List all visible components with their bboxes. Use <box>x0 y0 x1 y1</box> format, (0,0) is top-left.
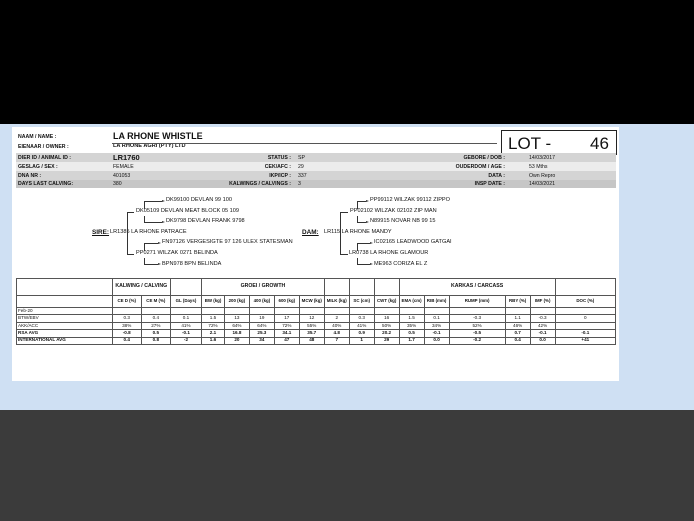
table-row <box>17 330 616 337</box>
table-cell: 50% <box>374 322 399 329</box>
calvings-value: 3 <box>298 181 301 187</box>
table-cell: -0.3 <box>449 315 505 322</box>
table-cell: 34 <box>249 337 274 344</box>
table-cell <box>274 308 299 315</box>
column-header: GL (Days) <box>170 296 201 308</box>
icp-label: IKP/ICP : <box>269 173 291 179</box>
table-cell: 7 <box>324 337 349 344</box>
table-cell: 0.8 <box>141 337 170 344</box>
table-cell: 0.0 <box>530 337 555 344</box>
sire-connector-bottom <box>127 254 134 255</box>
doc-group-spacer <box>555 279 615 296</box>
table-cell: -0.1 <box>530 330 555 337</box>
table-cell: 0.1 <box>170 315 201 322</box>
table-cell <box>202 308 225 315</box>
bottom-gray-bar <box>0 410 694 521</box>
row-label: AKK/ACC <box>17 322 113 329</box>
sex-value: FEMALE <box>113 164 134 170</box>
arrow-icon <box>366 221 369 223</box>
table-cell: 0.3 <box>112 315 141 322</box>
ds-connector-up-h <box>357 201 366 202</box>
table-cell: 41% <box>349 322 374 329</box>
column-header: CE D (%) <box>112 296 141 308</box>
column-header: RUMP (mm) <box>449 296 505 308</box>
table-cell <box>530 308 555 315</box>
days-last-calving-label: DAYS LAST CALVING: <box>18 181 74 187</box>
table-cell: 52% <box>449 322 505 329</box>
sale-lot-sheet <box>12 127 619 381</box>
dam-connector-v <box>340 212 341 254</box>
table-cell: 34% <box>424 322 449 329</box>
afc-label: CEK/AFC : <box>264 164 291 170</box>
info-band-4 <box>16 180 616 188</box>
column-header: DOC (%) <box>555 296 615 308</box>
table-cell <box>112 308 141 315</box>
sd-connector-up <box>144 243 145 251</box>
table-cell: 20.2 <box>374 330 399 337</box>
table-cell: 35% <box>399 322 424 329</box>
status-value: SP <box>298 155 305 161</box>
dob-label: GEBORE / DOB : <box>463 155 505 161</box>
age-label: OUDERDOM / AGE : <box>455 164 505 170</box>
table-cell: 25.3 <box>249 330 274 337</box>
row-label-header <box>17 296 113 308</box>
table-cell: 0.7 <box>505 330 530 337</box>
dd-connector-up <box>357 243 358 251</box>
table-cell: 19 <box>249 315 274 322</box>
table-cell: 64% <box>249 322 274 329</box>
table-cell: 35.7 <box>299 330 324 337</box>
table-cell: 34.1 <box>274 330 299 337</box>
dam-dam: LR0738 LA RHONE GLAMOUR <box>349 250 429 256</box>
table-cell: 48 <box>299 337 324 344</box>
column-header: RIB (mm) <box>424 296 449 308</box>
cwt-group-spacer <box>374 279 399 296</box>
table-cell: 1.7 <box>399 337 424 344</box>
table-cell <box>449 308 505 315</box>
ss-connector-up <box>144 201 145 209</box>
table-cell: 72% <box>202 322 225 329</box>
table-row <box>17 322 616 329</box>
table-cell: 16 <box>374 315 399 322</box>
table-cell: -2 <box>170 337 201 344</box>
sire-sire-dam: DK9798 DEVLAN FRANK 9798 <box>166 218 245 224</box>
calvings-label: KALWINGS / CALVINGS : <box>229 181 291 187</box>
table-cell: 0.4 <box>112 337 141 344</box>
table-cell: 1.5 <box>202 315 225 322</box>
table-cell: 40% <box>324 322 349 329</box>
sire-connector-v <box>127 212 128 254</box>
sire-sire-sire: DK99100 DEVLAN 99 100 <box>166 197 232 203</box>
calving-group-header: KALWING / CALVING <box>112 279 170 296</box>
ds-connector-up <box>357 201 358 209</box>
ss-connector-down-h <box>144 222 162 223</box>
table-cell <box>555 308 615 315</box>
table-cell: 13 <box>224 315 249 322</box>
table-cell: 0.3 <box>349 315 374 322</box>
table-row <box>17 337 616 344</box>
column-header: SC (cm) <box>349 296 374 308</box>
insp-date-value: 14/03/2021 <box>529 181 555 187</box>
table-cell <box>424 308 449 315</box>
afc-value: 29 <box>298 164 304 170</box>
info-band-1 <box>16 153 616 162</box>
table-cell: 72% <box>274 322 299 329</box>
table-cell: 0.5 <box>399 330 424 337</box>
column-header: CE M (%) <box>141 296 170 308</box>
data-value: Own Repro <box>529 173 556 179</box>
table-cell: 46% <box>505 322 530 329</box>
table-cell: 16.8 <box>224 330 249 337</box>
table-cell: 38% <box>112 322 141 329</box>
dam-label: DAM: <box>302 229 319 236</box>
table-cell: 42% <box>530 322 555 329</box>
name-underline <box>112 143 497 144</box>
table-row <box>17 315 616 322</box>
growth-group-header: GROEI / GROWTH <box>202 279 325 296</box>
row-label: RSA AVG <box>17 330 113 337</box>
column-header: MILK (kg) <box>324 296 349 308</box>
lot-number: 46 <box>590 134 609 153</box>
ebv-table <box>16 278 616 345</box>
arrow-icon <box>370 263 373 265</box>
column-header: BW (kg) <box>202 296 225 308</box>
table-cell: 0.4 <box>141 315 170 322</box>
dob-value: 14/03/2017 <box>529 155 555 161</box>
table-cell: 47 <box>274 337 299 344</box>
dam-connector-bottom <box>340 254 348 255</box>
table-cell: 0.4 <box>505 337 530 344</box>
table-corner <box>17 279 113 296</box>
days-last-calving-value: 380 <box>113 181 122 187</box>
info-band-2 <box>16 162 616 171</box>
arrow-icon <box>158 242 161 244</box>
status-label: STATUS : <box>267 155 291 161</box>
sire-dam-sire: FN97126 VERGESIGTE 97 126 ULEX STATESMAN <box>162 239 293 245</box>
table-row <box>17 308 616 315</box>
dam-connector-top <box>340 212 348 213</box>
icp-value: 337 <box>298 173 307 179</box>
table-cell <box>555 322 615 329</box>
column-header: IMF (%) <box>530 296 555 308</box>
sire: LR1385 LA RHONE PATRACE <box>110 229 187 235</box>
row-label: INTERNATIONAL AVG <box>17 337 113 344</box>
milk-group-spacer <box>324 279 349 296</box>
insp-date-label: INSP DATE : <box>474 181 505 187</box>
table-cell: 1 <box>349 337 374 344</box>
table-cell: 20 <box>224 337 249 344</box>
column-header: 200 (kg) <box>224 296 249 308</box>
table-cell <box>399 308 424 315</box>
table-cell: 64% <box>224 322 249 329</box>
table-cell: 41% <box>170 322 201 329</box>
table-cell: 29 <box>374 337 399 344</box>
table-cell: 1.5 <box>399 315 424 322</box>
animal-id-label: DIER ID / ANIMAL ID : <box>18 155 72 161</box>
sire-label: SIRE: <box>92 229 110 236</box>
table-cell: 0.1 <box>424 315 449 322</box>
table-cell <box>249 308 274 315</box>
sd-connector-down-h <box>144 264 158 265</box>
table-cell <box>224 308 249 315</box>
sc-group-spacer <box>349 279 374 296</box>
table-cell: -0.8 <box>112 330 141 337</box>
owner-name: LA RHONE AGRI (PTY) LTD <box>113 143 186 149</box>
dam-dam-dam: ME963 CORIZA EL Z <box>374 261 428 267</box>
table-cell: 2 <box>324 315 349 322</box>
column-header: MCW (kg) <box>299 296 324 308</box>
name-label: NAAM / NAME : <box>18 134 57 140</box>
data-label: DATA : <box>488 173 505 179</box>
table-cell: 2.1 <box>202 330 225 337</box>
sire-sire: DK05109 DEVLAN MEAT BLOCK 05 109 <box>136 208 240 214</box>
sire-dam-dam: BPN978 BPN BELINDA <box>162 261 222 267</box>
table-cell: -0.1 <box>424 330 449 337</box>
column-header: 400 (kg) <box>249 296 274 308</box>
table-cell: 0 <box>555 315 615 322</box>
column-header: EMA (cm) <box>399 296 424 308</box>
table-cell: -0.3 <box>530 315 555 322</box>
sex-label: GESLAG / SEX : <box>18 164 58 170</box>
table-cell <box>324 308 349 315</box>
arrow-icon <box>158 263 161 265</box>
ds-connector-down-h <box>357 222 366 223</box>
arrow-icon <box>162 200 165 202</box>
top-black-bar <box>0 0 694 124</box>
carcass-group-header: KARKAS / CARCASS <box>399 279 555 296</box>
table-cell: 27% <box>141 322 170 329</box>
column-header: RBY (%) <box>505 296 530 308</box>
row-label: Feb-20 <box>17 308 113 315</box>
sd-connector-up-h <box>144 243 158 244</box>
dam: LR115 LA RHONE MANDY <box>324 229 392 235</box>
dd-connector-up-h <box>357 243 370 244</box>
age-value: 53 Mths <box>529 164 548 170</box>
table-cell <box>170 308 201 315</box>
column-header: 600 (kg) <box>274 296 299 308</box>
table-cell: 0.5 <box>141 330 170 337</box>
table-cell: 4.8 <box>324 330 349 337</box>
column-header: CWT (kg) <box>374 296 399 308</box>
table-cell <box>299 308 324 315</box>
dna-label: DNA NR : <box>18 173 42 179</box>
table-cell: -0.1 <box>170 330 201 337</box>
arrow-icon <box>370 242 373 244</box>
sire-connector-top <box>127 212 134 213</box>
table-cell: -0.1 <box>555 330 615 337</box>
row-label: BTW/EBV <box>17 315 113 322</box>
dam-sire-sire: PP99112 WILZAK 99112 ZIPPO <box>370 197 451 203</box>
info-band-3 <box>16 171 616 180</box>
table-cell: 0.9 <box>349 330 374 337</box>
table-cell: 17 <box>274 315 299 322</box>
table-cell: 55% <box>299 322 324 329</box>
table-cell <box>374 308 399 315</box>
dam-sire: PP02102 WILZAK 02102 ZIP MAN <box>350 208 437 214</box>
animal-name: LA RHONE WHISTLE <box>113 131 203 141</box>
table-cell <box>141 308 170 315</box>
animal-id-value: LR1760 <box>113 153 140 162</box>
table-cell: +41 <box>555 337 615 344</box>
arrow-icon <box>162 221 165 223</box>
table-cell: -0.2 <box>449 337 505 344</box>
table-cell <box>505 308 530 315</box>
table-cell: -0.5 <box>449 330 505 337</box>
dna-value: 401053 <box>113 173 131 179</box>
lot-label: LOT - <box>508 134 552 153</box>
gl-group-spacer <box>170 279 201 296</box>
dam-sire-dam: N89915 NOVAR NB 99 15 <box>370 218 436 224</box>
owner-label: EIENAAR / OWNER : <box>18 144 69 150</box>
table-cell: 0.0 <box>424 337 449 344</box>
ss-connector-up-h <box>144 201 162 202</box>
table-cell: 12 <box>299 315 324 322</box>
dam-dam-sire: IC02165 LEADWOOD GATGAI <box>374 239 452 245</box>
table-cell: 1.1 <box>505 315 530 322</box>
sire-dam: PP0271 WILZAK 0271 BELINDA <box>136 250 218 256</box>
dd-connector-down-h <box>357 264 370 265</box>
lot-box <box>501 130 617 155</box>
arrow-icon <box>366 200 369 202</box>
table-cell <box>349 308 374 315</box>
column-header-row <box>17 296 616 308</box>
table-cell: 1.6 <box>202 337 225 344</box>
